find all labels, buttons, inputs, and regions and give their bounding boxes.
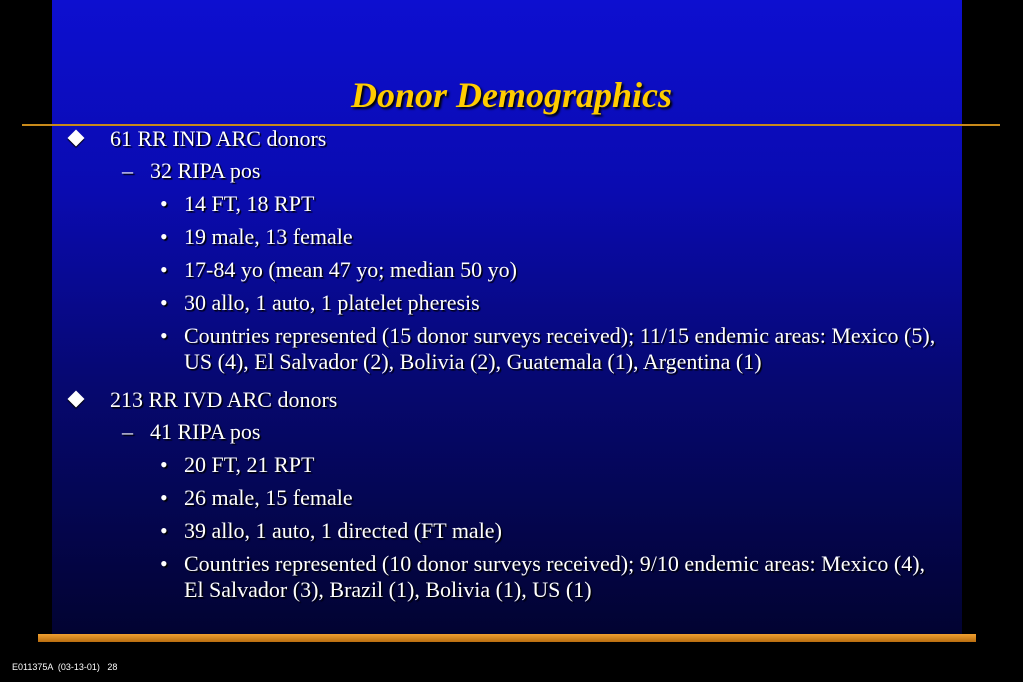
bullet-text: 20 FT, 21 RPT <box>184 452 315 477</box>
bullet-text: 19 male, 13 female <box>184 224 353 249</box>
diamond-bullet-icon <box>68 391 85 408</box>
level3-item <box>0 290 1023 316</box>
bullet-text: 30 allo, 1 auto, 1 platelet pheresis <box>184 290 480 315</box>
bullet-text: 26 male, 15 female <box>184 485 353 510</box>
subheading: 41 RIPA pos <box>150 419 261 444</box>
bullet-text: 17-84 yo (mean 47 yo; median 50 yo) <box>184 257 517 282</box>
level3-item <box>0 224 1023 250</box>
slide-title: Donor Demographics <box>350 75 673 115</box>
level3-item <box>0 485 1023 511</box>
dash-bullet-icon: – <box>122 158 133 183</box>
donor-group-ivd <box>0 387 1023 603</box>
level2-item <box>0 419 1023 445</box>
subheading: 32 RIPA pos <box>150 158 261 183</box>
level3-item <box>0 257 1023 283</box>
group-heading: 61 RR IND ARC donors <box>110 126 327 151</box>
bullet-text: Countries represented (15 donor surveys received); 11/15 endemic areas: Mexico (5), US (4), El Salvador (2), Bolivia (2), Guatemala (1), Argentina (1) <box>184 323 936 374</box>
bottom-accent-bar <box>38 634 976 642</box>
slide-body <box>0 124 1023 610</box>
dot-bullet-icon: • <box>160 551 168 576</box>
dot-bullet-icon: • <box>160 323 168 348</box>
level1-item <box>0 126 1023 152</box>
level3-item <box>0 323 1023 375</box>
bullet-text: 14 FT, 18 RPT <box>184 191 315 216</box>
dot-bullet-icon: • <box>160 191 168 216</box>
bullet-text: Countries represented (10 donor surveys received); 9/10 endemic areas: Mexico (4), El Salvador (3), Brazil (1), Bolivia (1), US (1) <box>184 551 926 602</box>
dot-bullet-icon: • <box>160 452 168 477</box>
dot-bullet-icon: • <box>160 257 168 282</box>
dot-bullet-icon: • <box>160 290 168 315</box>
level2-item <box>0 158 1023 184</box>
level1-item <box>0 387 1023 413</box>
level3-item <box>0 452 1023 478</box>
level3-item <box>0 191 1023 217</box>
level3-item <box>0 518 1023 544</box>
dot-bullet-icon: • <box>160 224 168 249</box>
dash-bullet-icon: – <box>122 419 133 444</box>
donor-group-ind <box>0 126 1023 375</box>
level3-item <box>0 551 1023 603</box>
diamond-bullet-icon <box>68 130 85 147</box>
slide-footer: E011375A (03-13-01) 28 <box>12 662 118 672</box>
dot-bullet-icon: • <box>160 518 168 543</box>
bullet-text: 39 allo, 1 auto, 1 directed (FT male) <box>184 518 502 543</box>
group-heading: 213 RR IVD ARC donors <box>110 387 338 412</box>
dot-bullet-icon: • <box>160 485 168 510</box>
